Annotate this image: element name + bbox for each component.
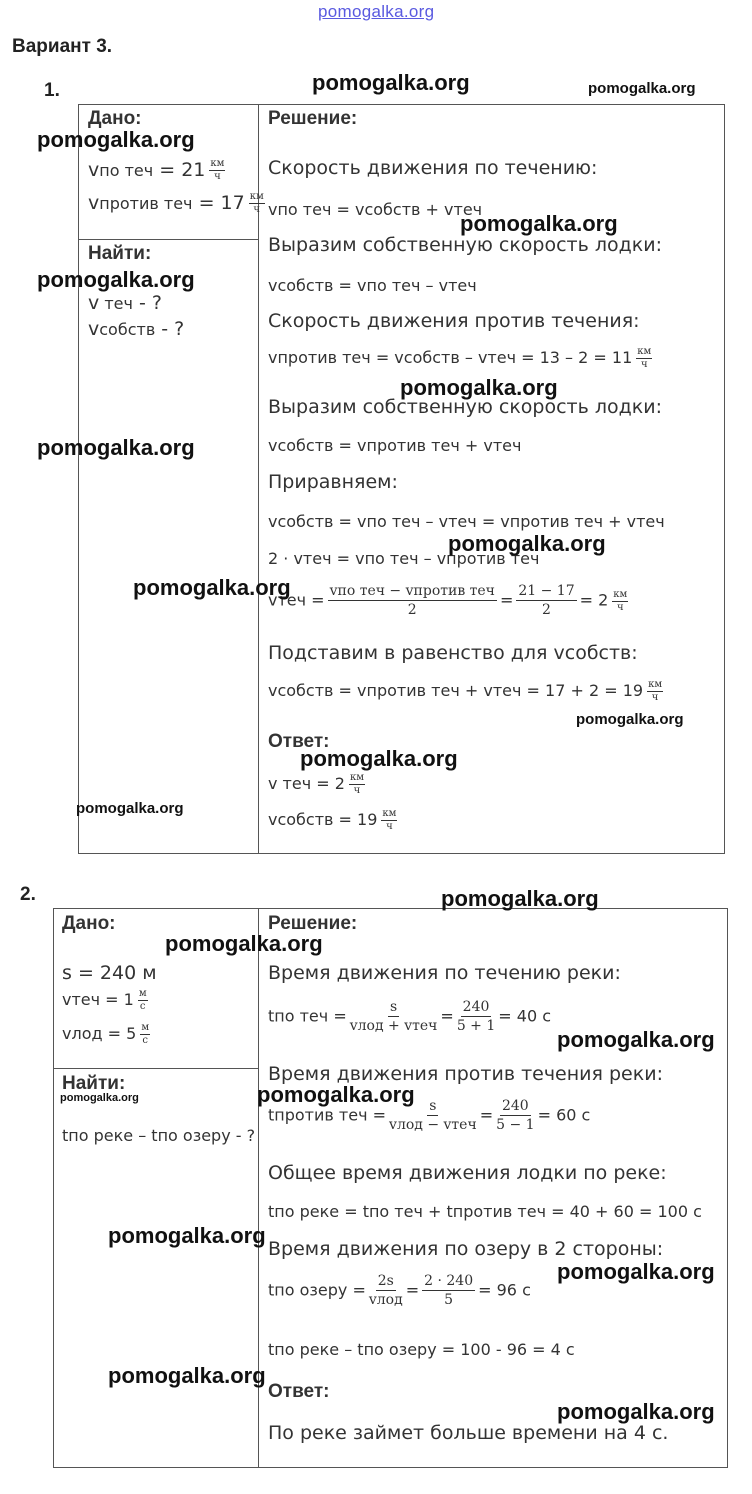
watermark: pomogalka.org <box>37 435 195 460</box>
task1-step5-formula: vсобств = vпо теч – vтеч = vпротив теч + vтеч <box>268 512 665 531</box>
task2-step1-formula: tпо теч = $\frac{s}{\text{vлод + vтеч}}$ = $\frac{240}{5 + 1}$ = 40 с <box>268 999 551 1034</box>
watermark: pomogalka.org <box>588 80 696 97</box>
task1-step8-formula: vсобств = vпротив теч + vтеч = 17 + 2 = 19 км ч <box>268 679 663 703</box>
watermark: pomogalka.org <box>108 1363 266 1388</box>
task1-step1-text: Скорость движения по течению: <box>268 157 598 179</box>
task2-given-distance: s = 240 м <box>62 962 157 984</box>
watermark: pomogalka.org <box>576 711 684 728</box>
watermark: pomogalka.org <box>76 800 184 817</box>
task1-given-v-downstream: vпо теч = 21 км ч <box>88 158 225 182</box>
watermark: pomogalka.org <box>557 1259 715 1284</box>
watermark: pomogalka.org <box>108 1223 266 1248</box>
task2-number: 2. <box>20 884 36 905</box>
task1-answer-v-own: vсобств = 19 км ч <box>268 808 397 832</box>
task1-divider <box>258 104 259 854</box>
task1-step3-formula: vпротив теч = vсобств – vтеч = 13 – 2 = 11 км ч <box>268 346 652 370</box>
task2-step3-formula: tпо реке = tпо теч + tпротив теч = 40 + 60 = 100 с <box>268 1202 702 1221</box>
task1-number: 1. <box>44 80 60 101</box>
task2-answer-text: По реке займет больше времени на 4 с. <box>268 1422 669 1444</box>
watermark: pomogalka.org <box>557 1027 715 1052</box>
task2-find-label: Найти: <box>62 1073 126 1094</box>
watermark: pomogalka.org <box>257 1082 415 1107</box>
watermark: pomogalka.org <box>37 267 195 292</box>
task1-step1-formula: vпо теч = vсобств + vтеч <box>268 200 483 219</box>
task2-step4-text: Время движения по озеру в 2 стороны: <box>268 1238 664 1260</box>
task1-step4-formula: vсобств = vпротив теч + vтеч <box>268 436 522 455</box>
task1-answer-v-current: v теч = 2 км ч <box>268 772 364 796</box>
task1-step2-formula: vсобств = vпо теч – vтеч <box>268 276 477 295</box>
task2-given-v-boat: vлод = 5 м с <box>62 1022 150 1046</box>
task1-step6-formula: 2 · vтеч = vпо теч – vпротив теч <box>268 549 540 568</box>
watermark: pomogalka.org <box>312 70 470 95</box>
task2-step2-formula: tпротив теч = $\frac{s}{\text{vлод − vтеч}}$ = $\frac{240}{5 - 1}$ = 60 с <box>268 1098 591 1133</box>
task1-given-v-upstream: vпротив теч = 17 км ч <box>88 191 264 215</box>
task2-step4-formula: tпо озеру = $\frac{2s}{\text{vлод}}$ = $\frac{2 \cdot 240}{5}$ = 96 с <box>268 1273 531 1308</box>
watermark: pomogalka.org <box>165 931 323 956</box>
watermark: pomogalka.org <box>60 1092 139 1104</box>
task1-step5-text: Приравняем: <box>268 471 398 493</box>
watermark: pomogalka.org <box>37 127 195 152</box>
task2-step1-text: Время движения по течению реки: <box>268 962 621 984</box>
watermark: pomogalka.org <box>557 1399 715 1424</box>
watermark: pomogalka.org <box>441 886 599 911</box>
watermark: pomogalka.org <box>448 531 606 556</box>
task2-given-find-divider <box>53 1068 258 1069</box>
task1-step8-text: Подставим в равенство для vсобств: <box>268 642 638 664</box>
task1-find-label: Найти: <box>88 243 152 264</box>
task1-given-label: Дано: <box>88 108 142 129</box>
watermark: pomogalka.org <box>133 575 291 600</box>
task2-step3-text: Общее время движения лодки по реке: <box>268 1162 667 1184</box>
top-site-link[interactable]: pomogalka.org <box>318 2 435 21</box>
task2-solution-label: Решение: <box>268 913 358 934</box>
task2-find-time-diff: tпо реке – tпо озеру - ? <box>62 1126 256 1145</box>
task1-step7-formula: vтеч = $\frac{\text{vпо теч − vпротив теч}}{2}$ = $\frac{21 - 17}{2}$ = 2 км ч <box>268 583 628 618</box>
task2-given-label: Дано: <box>62 913 116 934</box>
task1-step2-text: Выразим собственную скорость лодки: <box>268 234 662 256</box>
task1-find-v-current: v теч - ? <box>88 292 162 314</box>
watermark: pomogalka.org <box>460 211 618 236</box>
task2-given-v-current: vтеч = 1 м с <box>62 988 147 1012</box>
watermark: pomogalka.org <box>300 746 458 771</box>
task2-step2-text: Время движения против течения реки: <box>268 1063 663 1085</box>
task1-solution-label: Решение: <box>268 108 358 129</box>
task1-step4-text: Выразим собственную скорость лодки: <box>268 396 662 418</box>
task1-step3-text: Скорость движения против течения: <box>268 310 640 332</box>
task2-step5-formula: tпо реке – tпо озеру = 100 - 96 = 4 с <box>268 1340 575 1359</box>
watermark: pomogalka.org <box>400 375 558 400</box>
variant-title: Вариант 3. <box>12 36 113 57</box>
task1-answer-label: Ответ: <box>268 731 330 752</box>
task2-answer-label: Ответ: <box>268 1381 330 1402</box>
task1-find-v-own: vсобств - ? <box>88 318 185 340</box>
task1-given-find-divider <box>78 239 258 240</box>
